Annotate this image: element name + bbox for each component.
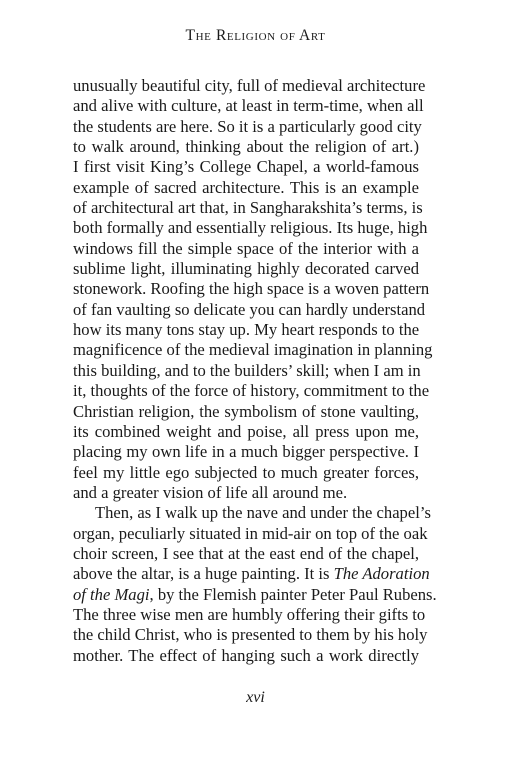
text-line: of architectural art that, in Sangharakshita’s terms, is [73, 198, 423, 218]
text-segment: above the altar, is a huge painting. It is [73, 564, 334, 584]
text-line: and a greater vision of life all around me. [73, 482, 348, 502]
page-number: xvi [246, 689, 265, 706]
text-line: unusually beautiful city, full of medieval architecture [73, 76, 426, 95]
text-line [73, 584, 437, 605]
text-line: mother. The effect of hanging such a work directly [73, 645, 419, 665]
text-line: magnificence of the medieval imagination in planning [73, 340, 433, 360]
text-line: it, thoughts of the force of history, commitment to the [73, 381, 430, 401]
text-line: Then, as I walk up the nave and under the chapel’s [95, 503, 431, 523]
text-line [73, 564, 430, 584]
painting-title: The Adoration [333, 564, 430, 584]
text-line: The three wise men are humbly offering their gifts to [73, 604, 426, 624]
text-line: organ, peculiarly situated in mid-air on top of the oak [73, 523, 428, 543]
text-line: example of sacred architecture. This is an example [73, 177, 419, 197]
text-line: how its many tons stay up. My heart responds to the [73, 320, 420, 340]
text-line: sublime light, illuminating highly decorated carved [73, 259, 419, 279]
text-line: and alive with culture, at least in term-time, when all [73, 96, 424, 116]
text-line: the child Christ, who is presented to them by his holy [73, 625, 428, 645]
paragraph-2 [73, 503, 437, 666]
text-line: this building, and to the builders’ skill; when I am in [73, 360, 421, 380]
text-line: its combined weight and poise, all press upon me, [73, 421, 419, 441]
text-segment: , by the Flemish painter Peter Paul Rubens. [149, 584, 437, 604]
text-line: both formally and essentially religious. Its huge, high [73, 218, 428, 238]
running-head: The Religion of Art [185, 27, 326, 44]
text-line: the students are here. So it is a particularly good city [73, 116, 422, 136]
text-line: I first visit King’s College Chapel, a world-famous [73, 157, 419, 177]
text-line: placing my own life in a much bigger perspective. I [73, 442, 419, 462]
text-line: stonework. Roofing the high space is a woven pattern [73, 279, 430, 299]
body-text [73, 76, 437, 666]
text-line: Christian religion, the symbolism of stone vaulting, [73, 401, 419, 421]
paragraph-1 [73, 76, 433, 503]
text-line: feel my little ego subjected to much greater forces, [73, 462, 419, 482]
painting-title: of the Magi [73, 584, 150, 604]
text-line: of fan vaulting so delicate you can hardly understand [73, 299, 426, 319]
text-line: windows fill the simple space of the interior with a [73, 238, 419, 258]
text-line: choir screen, I see that at the east end of the chapel, [73, 543, 419, 563]
text-line: to walk around, thinking about the religion of art.) [73, 137, 419, 157]
